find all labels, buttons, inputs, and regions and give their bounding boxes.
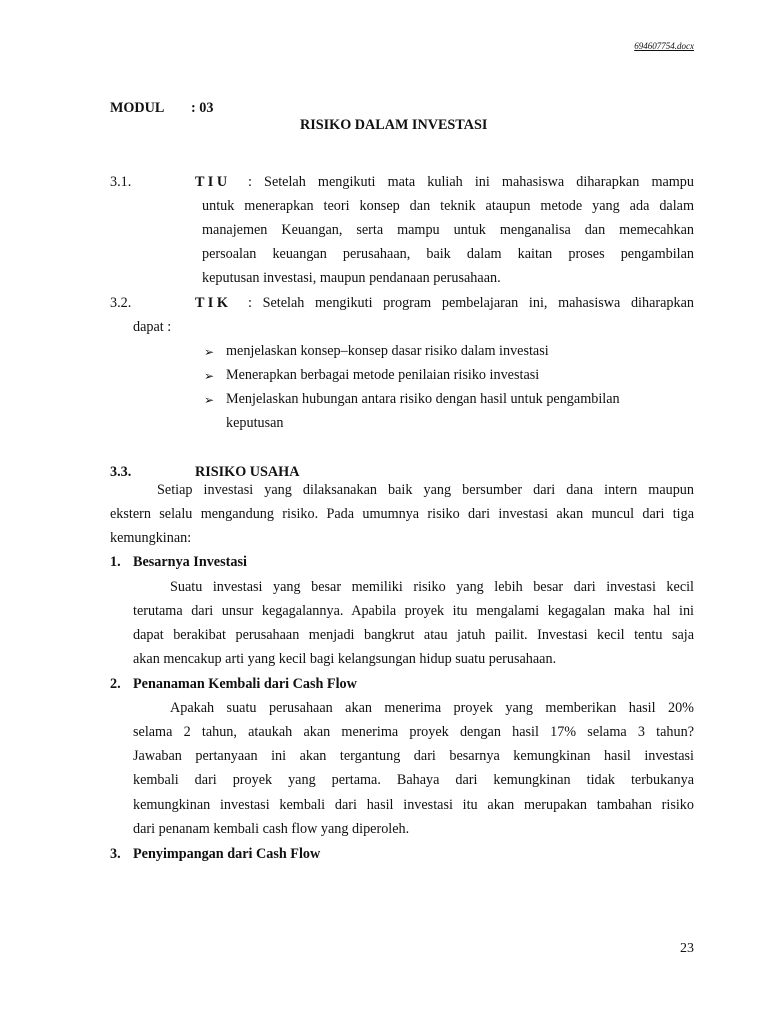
item-1-title: Besarnya Investasi: [133, 554, 247, 570]
item-3-title: Penyimpangan dari Cash Flow: [133, 846, 321, 862]
module-title: RISIKO DALAM INVESTASI: [300, 117, 488, 133]
item-2-line-3: Jawaban pertanyaan ini akan tergantung dari besarnya kemungkinan hasil investasi: [133, 748, 694, 764]
intro-line-2: ekstern selalu mengandung risiko. Pada umumnya risiko dari investasi akan muncul dari tiga: [110, 506, 694, 522]
module-number: : 03: [191, 100, 214, 116]
tiu-line-1: : Setelah mengikuti mata kuliah ini mahasiswa diharapkan mampu: [248, 174, 694, 190]
item-1-line-3: dapat berakibat perusahaan menjadi bangkrut atau jatuh pailit. Investasi kecil tentu saja: [133, 627, 694, 643]
tiu-line-5: keputusan investasi, maupun pendanaan perusahaan.: [202, 270, 501, 286]
section-title: RISIKO USAHA: [195, 464, 300, 480]
item-3-number: 3.: [110, 846, 121, 862]
item-2-line-4: kembali dari proyek yang pertama. Bahaya dari kemungkinan tidak terbukanya: [133, 772, 694, 788]
tik-line-2: dapat :: [133, 319, 172, 335]
tiu-line-4: persoalan keuangan perusahaan, baik dalam kaitan proses pengambilan: [202, 246, 694, 262]
arrow-bullet-icon: ➢: [204, 369, 215, 383]
item-2-line-2: selama 2 tahun, ataukah akan menerima proyek dengan hasil 17% selama 3 tahun?: [133, 724, 694, 740]
page-number: 23: [680, 941, 694, 956]
tik-bullet-2: Menerapkan berbagai metode penilaian risiko investasi: [226, 367, 540, 383]
tik-number: 3.2.: [110, 295, 132, 311]
tik-line-1: : Setelah mengikuti program pembelajaran ini, mahasiswa diharapkan: [248, 295, 694, 311]
tik-label: T I K: [195, 295, 228, 311]
item-1-line-2: terutama dari unsur kegagalannya. Apabila proyek itu mengalami kegagalan maka hal ini: [133, 603, 694, 619]
item-1-line-1: Suatu investasi yang besar memiliki risiko yang lebih besar dari investasi kecil: [170, 579, 694, 595]
module-label: MODUL: [110, 100, 165, 116]
item-2-number: 2.: [110, 676, 121, 692]
item-2-line-5: kemungkinan investasi kembali dari hasil investasi itu akan merupakan tambahan risiko: [133, 797, 694, 813]
tik-bullet-3: Menjelaskan hubungan antara risiko dengan hasil untuk pengambilan: [226, 391, 620, 407]
tiu-number: 3.1.: [110, 174, 132, 190]
intro-line-3: kemungkinan:: [110, 530, 192, 546]
tiu-line-3: manajemen Keuangan, serta mampu untuk menganalisa dan memecahkan: [202, 222, 694, 238]
arrow-bullet-icon: ➢: [204, 393, 215, 407]
tiu-label: T I U: [195, 174, 228, 190]
item-1-line-4: akan mencakup arti yang kecil bagi kelangsungan hidup suatu perusahaan.: [133, 651, 557, 667]
arrow-bullet-icon: ➢: [204, 345, 215, 359]
item-2-line-1: Apakah suatu perusahaan akan menerima proyek yang memberikan hasil 20%: [170, 700, 694, 716]
tik-bullet-3-continued: keputusan: [226, 415, 284, 431]
item-1-number: 1.: [110, 554, 121, 570]
item-2-line-6: dari penanam kembali cash flow yang diperoleh.: [133, 821, 410, 837]
intro-line-1: Setiap investasi yang dilaksanakan baik yang bersumber dari dana intern maupun: [157, 482, 694, 498]
document-filename: 694607754.docx: [634, 41, 694, 51]
tik-bullet-1: menjelaskan konsep–konsep dasar risiko dalam investasi: [226, 343, 549, 359]
item-2-title: Penanaman Kembali dari Cash Flow: [133, 676, 357, 692]
tiu-line-2: untuk menerapkan teori konsep dan teknik ataupun metode yang ada dalam: [202, 198, 694, 214]
section-number: 3.3.: [110, 464, 132, 480]
